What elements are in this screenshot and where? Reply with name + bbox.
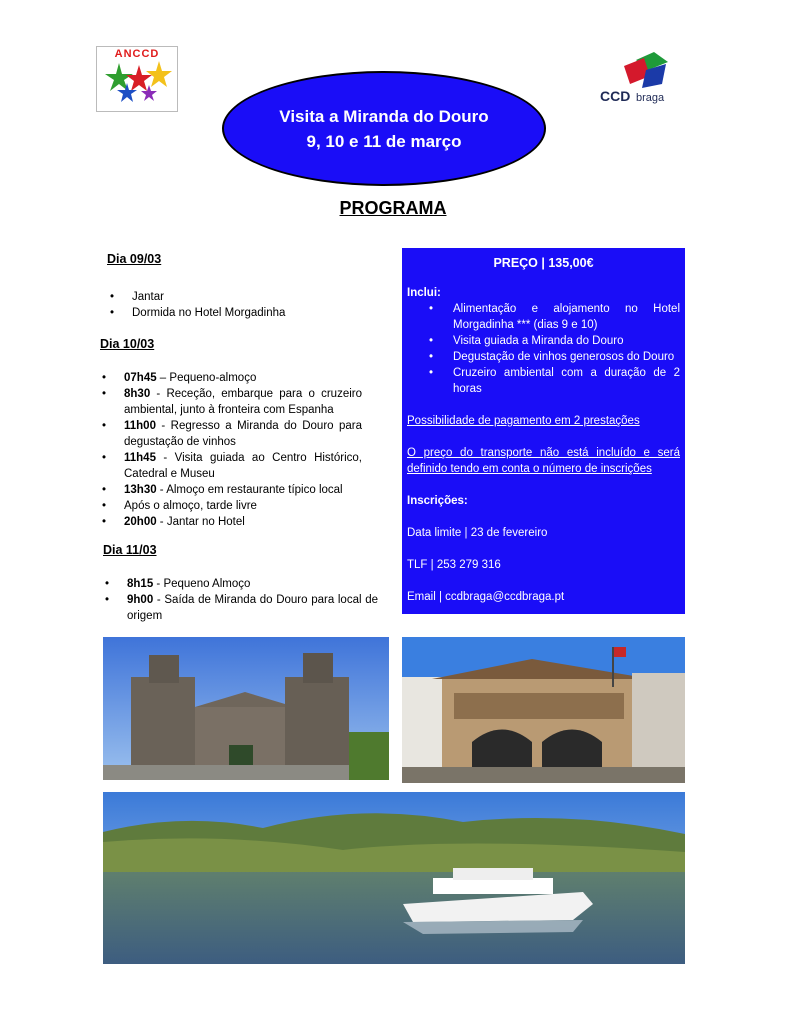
list-item: • Visita guiada a Miranda do Douro [407, 333, 680, 349]
day-2-list [100, 370, 362, 530]
phone-text: TLF | 253 279 316 [407, 559, 501, 571]
cathedral-photo [103, 637, 389, 780]
historic-building-photo [402, 637, 685, 783]
day-1-label: Dia 09/03 [107, 252, 162, 266]
deadline-text: Data limite | 23 de fevereiro [407, 527, 548, 539]
list-item: • 9h00 - Saída de Miranda do Douro para local de origem [103, 592, 378, 624]
list-item: • Jantar [108, 289, 358, 305]
day-3-list [103, 576, 378, 624]
transport-note: O preço do transporte não está incluído e será definido tendo em conta o número de inscrições [407, 447, 680, 475]
price-box [402, 248, 685, 614]
list-item: • Alimentação e alojamento no Hotel Morgadinha *** (dias 9 e 10) [407, 301, 680, 333]
list-item: • 07h45 – Pequeno-almoço [100, 370, 362, 386]
ccd-cube-icon [596, 46, 700, 90]
ccd-braga-logo [596, 46, 700, 114]
list-item: • Após o almoço, tarde livre [100, 498, 362, 514]
list-item: • Cruzeiro ambiental com a duração de 2 horas [407, 365, 680, 397]
registrations-label: Inscrições: [407, 495, 468, 507]
program-heading: PROGRAMA [339, 198, 447, 218]
day-2-label: Dia 10/03 [100, 337, 155, 351]
price-header: PREÇO | 135,00€ [493, 256, 594, 270]
title-line-2: 9, 10 e 11 de março [306, 131, 462, 151]
ccd-logo-subtext: braga [636, 92, 665, 104]
title-line-1: Visita a Miranda do Douro [279, 106, 489, 126]
day-1-list [108, 289, 358, 321]
includes-list [407, 301, 680, 397]
installments-note: Possibilidade de pagamento em 2 prestações [407, 415, 640, 427]
list-item: • 13h30 - Almoço em restaurante típico local [100, 482, 362, 498]
list-item: • 11h45 - Visita guiada ao Centro Histórico, Catedral e Museu [100, 450, 362, 482]
anccd-logo-text: ANCCD [114, 48, 160, 60]
list-item: • 11h00 - Regresso a Miranda do Douro para degustação de vinhos [100, 418, 362, 450]
title-ellipse [222, 71, 546, 186]
list-item: • Dormida no Hotel Morgadinha [108, 305, 358, 321]
ccd-logo-text: CCD [600, 88, 631, 104]
includes-label: Inclui: [407, 287, 441, 299]
river-cruise-photo [103, 792, 685, 964]
anccd-logo [96, 46, 178, 112]
day-3-label: Dia 11/03 [103, 543, 157, 557]
list-item: • Degustação de vinhos generosos do Douro [407, 349, 680, 365]
list-item: • 8h30 - Receção, embarque para o cruzeiro ambiental, junto à fronteira com Espanha [100, 386, 362, 418]
email-text: Email | ccdbraga@ccdbraga.pt [407, 591, 565, 603]
list-item: • 20h00 - Jantar no Hotel [100, 514, 362, 530]
list-item: • 8h15 - Pequeno Almoço [103, 576, 378, 592]
